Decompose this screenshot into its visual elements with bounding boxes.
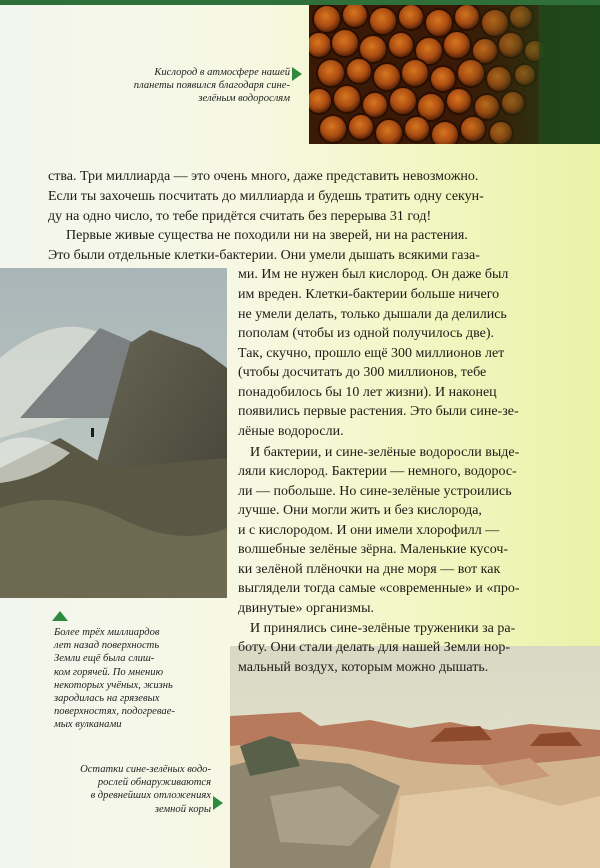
text-line: (чтобы досчитать до 300 миллионов, тебе: [238, 365, 487, 380]
text-line: ми. Им не нужен был кислород. Он даже был: [238, 267, 509, 282]
text-line: Если ты захочешь посчитать до миллиарда и будешь тратить одну секун-: [48, 189, 484, 204]
text-line: боту. Они стали делать для нашей Земли нор-: [238, 640, 511, 655]
caption-line: зародилась на грязевых: [54, 693, 160, 705]
caption-pointer-up-icon: [52, 611, 68, 621]
caption-line: Кислород в атмосфере нашей: [154, 67, 290, 78]
text-line: выглядели тогда самые «современные» и «про-: [238, 581, 520, 596]
text-line: ки зелёной плёночки на дне моря — вот как: [238, 562, 501, 577]
volcanic-mountain-photo: [0, 268, 227, 598]
canyon-landscape-photo: [230, 646, 600, 868]
caption-line: мых вулканами: [54, 719, 122, 731]
text-line: волшебные зелёные зёрна. Маленькие кусоч-: [238, 542, 509, 557]
caption-line: в древнейших отложениях: [90, 790, 211, 802]
text-line: появились первые растения. Это были сине-зе-: [238, 404, 519, 419]
text-line: лучше. Они могли жить и без кислорода,: [238, 503, 482, 518]
text-line: ства. Три миллиарда — это очень много, даже представить невозможно.: [48, 169, 479, 184]
caption-line: земной коры: [154, 803, 211, 815]
text-line: пополам (чтобы из одной получилось две).: [238, 326, 495, 341]
caption-line: ком горячей. По мнению: [54, 666, 164, 678]
text-line: понадобилось бы 10 лет жизни). И наконец: [238, 385, 497, 400]
text-line: не умели делать, только дышали да делились: [238, 307, 507, 322]
text-line: И бактерии, и сине-зелёные водоросли выде-: [250, 445, 520, 460]
text-line: Так, скучно, прошло ещё 300 миллионов лет: [238, 346, 505, 361]
caption-line: Земли ещё была слиш-: [54, 653, 155, 665]
caption-line: рослей обнаруживаются: [97, 777, 211, 789]
caption-line: лет назад поверхность: [54, 640, 160, 652]
caption-line: Более трёх миллиардов: [54, 627, 160, 638]
caption-line: некоторых учёных, жизнь: [54, 679, 173, 691]
caption-pointer-right-icon: [292, 67, 302, 81]
text-line: им вреден. Клетки-бактерии больше ничего: [238, 287, 500, 302]
caption-line: Остатки сине-зелёных водо-: [80, 764, 211, 775]
text-line: лёные водоросли.: [238, 424, 344, 439]
caption-line: планеты появился благодаря сине-: [133, 80, 290, 92]
text-line: мальный воздух, которым можно дышать.: [238, 660, 489, 675]
text-line: ду на одно число, то тебе придётся считать без перерыва 31 год!: [48, 209, 432, 224]
caption-top: [80, 66, 290, 106]
caption-bottom: [20, 763, 211, 816]
algae-photo: [309, 5, 600, 144]
text-line: ли — побольше. Но сине-зелёные устроились: [238, 484, 512, 499]
text-line: Первые живые существа не походили ни на зверей, ни на растения.: [66, 228, 468, 243]
text-line: и с кислородом. И они имели хлорофилл —: [238, 523, 500, 538]
caption-left: [54, 626, 234, 732]
text-line: двинутые» организмы.: [238, 601, 374, 616]
caption-pointer-right-icon: [213, 796, 223, 810]
caption-line: зелёным водорослям: [198, 93, 290, 105]
text-line: И принялись сине-зелёные труженики за ра-: [250, 621, 516, 636]
text-line: Это были отдельные клетки-бактерии. Они умели дышать всякими газа-: [48, 248, 480, 263]
caption-line: поверхностях, подогревае-: [54, 706, 175, 718]
text-line: ляли кислород. Бактерии — немного, водорос-: [238, 464, 517, 479]
